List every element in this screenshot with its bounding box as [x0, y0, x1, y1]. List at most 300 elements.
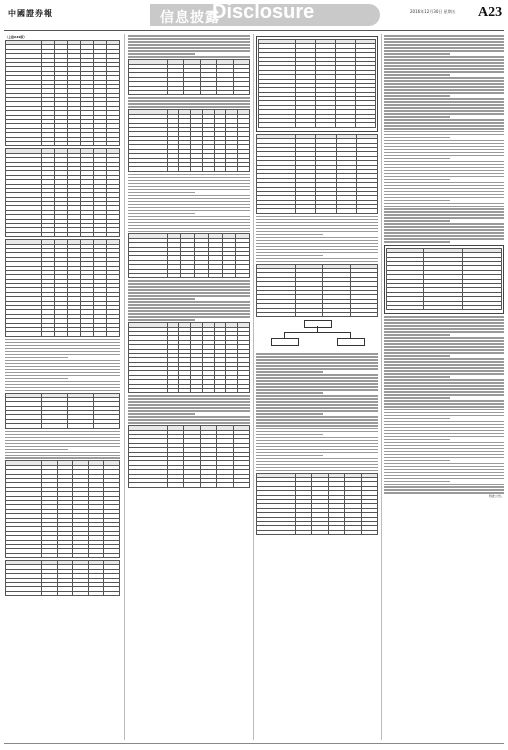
text-line — [5, 369, 120, 371]
body-text — [256, 353, 378, 471]
text-line — [384, 110, 504, 112]
balance-table — [5, 40, 120, 146]
data-table — [128, 425, 250, 487]
table-cell — [295, 312, 322, 316]
text-line — [128, 103, 250, 105]
table-cell — [214, 389, 226, 393]
text-line — [128, 295, 250, 297]
text-line — [384, 176, 504, 178]
footer-rule — [4, 743, 504, 744]
text-line — [384, 403, 504, 405]
text-line — [128, 56, 250, 58]
text-line — [384, 469, 504, 471]
boxed-table — [384, 245, 504, 314]
text-line — [384, 220, 450, 222]
table-cell — [94, 232, 107, 236]
table-cell — [81, 141, 94, 145]
text-line — [384, 185, 504, 187]
text-line — [128, 35, 250, 37]
table-cell — [42, 424, 68, 428]
text-line — [256, 425, 378, 427]
table-cell — [104, 553, 120, 557]
text-line — [128, 286, 250, 288]
text-line — [384, 113, 504, 115]
issue-date: 2016年12月30日 星期五 — [410, 9, 456, 14]
text-line — [384, 122, 504, 124]
page-header — [0, 0, 508, 30]
table-cell — [336, 209, 357, 213]
text-line — [384, 38, 504, 40]
text-line — [384, 328, 504, 330]
table-cell — [208, 274, 222, 278]
text-line — [384, 241, 450, 243]
text-line — [256, 252, 378, 254]
text-line — [256, 237, 378, 239]
table-cell — [214, 167, 226, 171]
text-line — [128, 416, 250, 418]
table-cell — [94, 141, 107, 145]
table-cell — [233, 483, 249, 487]
table-row — [6, 141, 120, 145]
text-line — [128, 228, 250, 230]
table-cell — [57, 591, 73, 595]
text-line — [384, 391, 504, 393]
column-3 — [256, 34, 378, 740]
text-line — [256, 416, 378, 418]
table-cell — [222, 274, 236, 278]
text-line — [384, 92, 504, 94]
body-text — [128, 35, 250, 57]
table-cell — [226, 167, 238, 171]
text-line — [256, 216, 378, 218]
income-table — [5, 148, 120, 237]
table-row — [129, 389, 250, 393]
text-line — [256, 371, 323, 373]
table-row — [6, 424, 120, 428]
text-line — [128, 183, 250, 185]
text-line — [384, 211, 504, 213]
text-line — [256, 470, 378, 472]
text-line — [256, 455, 323, 457]
text-line — [384, 167, 504, 169]
text-line — [128, 41, 250, 43]
text-line — [384, 397, 450, 399]
table-cell — [6, 141, 42, 145]
table-cell — [6, 553, 42, 557]
text-line — [384, 337, 504, 339]
table-cell — [179, 167, 191, 171]
table-cell — [55, 232, 68, 236]
text-line — [384, 349, 504, 351]
table-cell — [107, 141, 120, 145]
text-line — [128, 283, 250, 285]
text-line — [384, 334, 450, 336]
text-line — [128, 231, 250, 233]
text-line — [5, 366, 120, 368]
text-line — [128, 301, 250, 303]
text-line — [384, 442, 504, 444]
text-line — [256, 222, 378, 224]
text-line — [256, 443, 378, 445]
text-line — [5, 434, 120, 436]
table-cell — [68, 424, 94, 428]
table-cell — [129, 274, 168, 278]
text-line — [384, 409, 504, 411]
table-cell — [462, 305, 501, 309]
data-table — [256, 264, 378, 318]
data-table — [128, 59, 250, 95]
text-line — [128, 216, 250, 218]
text-line — [256, 231, 378, 233]
text-line — [384, 35, 504, 37]
table-cell — [6, 591, 42, 595]
text-line — [256, 234, 323, 236]
data-table — [128, 109, 250, 171]
text-line — [384, 388, 504, 390]
text-line — [256, 395, 378, 397]
text-line — [256, 225, 378, 227]
text-line — [384, 448, 504, 450]
text-line — [384, 412, 504, 414]
text-line — [256, 392, 323, 394]
table-row — [6, 553, 120, 557]
text-line — [128, 422, 250, 424]
text-line — [5, 354, 120, 356]
text-line — [384, 161, 504, 163]
table-row — [129, 483, 250, 487]
text-line — [384, 50, 504, 52]
text-line — [5, 378, 68, 380]
table-cell — [236, 274, 250, 278]
body-text — [5, 431, 120, 459]
text-line — [256, 461, 378, 463]
text-line — [256, 440, 378, 442]
text-line — [384, 475, 504, 477]
table-row — [129, 167, 250, 171]
text-line — [384, 68, 504, 70]
text-line — [128, 401, 250, 403]
table-cell — [323, 312, 350, 316]
summary-table — [5, 393, 120, 429]
text-line — [384, 158, 450, 160]
table-row — [257, 312, 378, 316]
text-line — [384, 98, 504, 100]
text-line — [128, 413, 195, 415]
text-line — [256, 407, 378, 409]
text-line — [256, 261, 378, 263]
text-line — [384, 104, 504, 106]
table-cell — [68, 141, 81, 145]
text-line — [384, 170, 504, 172]
text-line — [256, 365, 378, 367]
closing-line: 特此公告。 — [488, 494, 504, 499]
text-line — [384, 346, 504, 348]
text-line — [256, 258, 378, 260]
boxed-table — [256, 36, 378, 132]
text-line — [384, 486, 504, 488]
text-line — [128, 395, 250, 397]
text-line — [384, 223, 504, 225]
table-cell — [316, 123, 336, 127]
data-table — [386, 248, 502, 310]
table-cell — [200, 91, 216, 95]
text-line — [256, 374, 378, 376]
table-cell — [181, 274, 195, 278]
table-cell — [423, 305, 462, 309]
text-line — [384, 235, 504, 237]
body-text — [256, 216, 378, 262]
text-line — [384, 179, 450, 181]
table-cell — [6, 332, 42, 336]
text-line — [128, 53, 195, 55]
text-line — [256, 389, 378, 391]
table-cell — [57, 553, 73, 557]
text-line — [5, 345, 120, 347]
text-line — [384, 137, 450, 139]
text-line — [384, 134, 504, 136]
text-line — [256, 386, 378, 388]
text-line — [128, 207, 250, 209]
column-2 — [128, 34, 250, 740]
text-line — [384, 173, 504, 175]
text-line — [256, 362, 378, 364]
text-line — [384, 152, 504, 154]
text-line — [384, 47, 504, 49]
table-cell — [200, 483, 216, 487]
text-line — [5, 387, 120, 389]
text-line — [384, 128, 504, 130]
table-cell — [94, 332, 107, 336]
table-row — [257, 530, 378, 534]
text-line — [128, 407, 250, 409]
table-cell — [191, 389, 203, 393]
table-cell — [191, 167, 203, 171]
data-table — [5, 560, 120, 596]
table-cell — [94, 424, 120, 428]
text-line — [5, 455, 120, 457]
text-line — [384, 433, 504, 435]
text-line — [384, 74, 450, 76]
table-cell — [336, 123, 356, 127]
text-line — [384, 116, 450, 118]
text-line — [5, 457, 120, 459]
text-line — [384, 146, 504, 148]
text-line — [384, 86, 504, 88]
text-line — [384, 149, 504, 151]
text-line — [128, 50, 250, 52]
table-cell — [259, 123, 296, 127]
text-line — [384, 364, 504, 366]
text-line — [256, 437, 378, 439]
newspaper-masthead: 中國證券報 — [8, 8, 53, 18]
table-cell — [312, 530, 328, 534]
text-line — [5, 339, 120, 341]
text-line — [384, 400, 504, 402]
table-cell — [42, 553, 58, 557]
text-line — [384, 319, 504, 321]
text-line — [128, 192, 195, 194]
text-line — [256, 243, 378, 245]
table-cell — [42, 591, 58, 595]
table-cell — [296, 123, 316, 127]
text-line — [384, 71, 504, 73]
text-line — [384, 460, 450, 462]
table-cell — [257, 312, 296, 316]
text-line — [256, 452, 378, 454]
text-line — [5, 440, 120, 442]
text-line — [256, 356, 378, 358]
column-1 — [5, 34, 120, 740]
table-cell — [350, 312, 377, 316]
body-text — [128, 395, 250, 423]
text-line — [128, 174, 250, 176]
text-line — [128, 307, 250, 309]
table-cell — [73, 591, 89, 595]
text-line — [128, 106, 250, 108]
text-line — [256, 446, 378, 448]
text-line — [384, 80, 504, 82]
text-line — [384, 463, 504, 465]
text-line — [256, 434, 323, 436]
text-line — [384, 355, 450, 357]
text-line — [384, 89, 504, 91]
table-row — [129, 91, 250, 95]
text-line — [128, 219, 250, 221]
text-line — [384, 238, 504, 240]
table-cell — [6, 232, 42, 236]
text-line — [384, 457, 504, 459]
text-line — [384, 492, 504, 494]
text-line — [384, 331, 504, 333]
table-cell — [345, 530, 361, 534]
text-line — [384, 484, 504, 486]
table-cell — [42, 141, 55, 145]
text-line — [128, 225, 250, 227]
table-cell — [295, 209, 316, 213]
text-line — [256, 377, 378, 379]
data-table — [256, 134, 378, 214]
text-line — [384, 352, 504, 354]
text-line — [128, 204, 250, 206]
table-cell — [129, 167, 168, 171]
table-cell — [42, 232, 55, 236]
text-line — [5, 390, 120, 392]
text-line — [256, 410, 378, 412]
text-line — [5, 384, 120, 386]
text-line — [384, 101, 504, 103]
text-line — [384, 424, 504, 426]
text-line — [384, 367, 504, 369]
table-cell — [73, 553, 89, 557]
text-line — [256, 368, 378, 370]
text-line — [384, 200, 450, 202]
text-line — [384, 214, 504, 216]
table-cell — [202, 167, 214, 171]
text-line — [384, 188, 504, 190]
text-line — [384, 203, 504, 205]
text-line — [384, 376, 450, 378]
body-text — [128, 174, 250, 232]
body-text — [128, 280, 250, 320]
table-cell — [55, 141, 68, 145]
section-title-en: Disclosure — [212, 1, 315, 23]
text-line — [256, 449, 378, 451]
text-line — [384, 83, 504, 85]
text-line — [128, 316, 250, 318]
text-line — [384, 361, 504, 363]
text-line — [384, 56, 504, 58]
text-line — [384, 373, 504, 375]
table-cell — [104, 591, 120, 595]
text-line — [128, 298, 195, 300]
text-line — [384, 478, 504, 480]
table-cell — [233, 91, 249, 95]
table-cell — [202, 389, 214, 393]
text-line — [128, 292, 250, 294]
text-line — [384, 325, 504, 327]
text-line — [384, 343, 504, 345]
table-cell — [107, 332, 120, 336]
data-table — [128, 233, 250, 278]
text-line — [384, 77, 504, 79]
text-line — [256, 353, 378, 355]
table-cell — [257, 209, 296, 213]
body-text — [384, 35, 504, 243]
text-line — [5, 357, 68, 359]
text-line — [128, 222, 250, 224]
text-line — [384, 421, 504, 423]
table-cell — [328, 530, 344, 534]
text-line — [384, 143, 504, 145]
text-line — [256, 428, 378, 430]
text-line — [384, 119, 504, 121]
text-line — [384, 44, 504, 46]
text-line — [384, 382, 504, 384]
table-cell — [81, 332, 94, 336]
text-line — [384, 197, 504, 199]
table-row — [259, 123, 376, 127]
table-cell — [195, 274, 209, 278]
table-row — [6, 232, 120, 236]
text-line — [384, 481, 450, 483]
text-line — [128, 213, 195, 215]
table-cell — [217, 483, 233, 487]
text-line — [5, 452, 120, 454]
table-cell — [226, 389, 238, 393]
body-text — [128, 97, 250, 108]
text-line — [384, 451, 504, 453]
text-line — [128, 186, 250, 188]
text-line — [384, 466, 504, 468]
text-line — [384, 191, 504, 193]
text-line — [384, 370, 504, 372]
table-row — [387, 305, 502, 309]
text-line — [384, 385, 504, 387]
text-line — [384, 182, 504, 184]
table-row — [257, 209, 378, 213]
text-line — [5, 375, 120, 377]
table-row — [6, 332, 120, 336]
text-line — [256, 464, 378, 466]
text-line — [128, 38, 250, 40]
table-cell — [55, 332, 68, 336]
text-line — [128, 310, 250, 312]
text-line — [384, 436, 504, 438]
text-line — [384, 41, 504, 43]
text-line — [384, 340, 504, 342]
text-line — [384, 379, 504, 381]
text-line — [256, 383, 378, 385]
